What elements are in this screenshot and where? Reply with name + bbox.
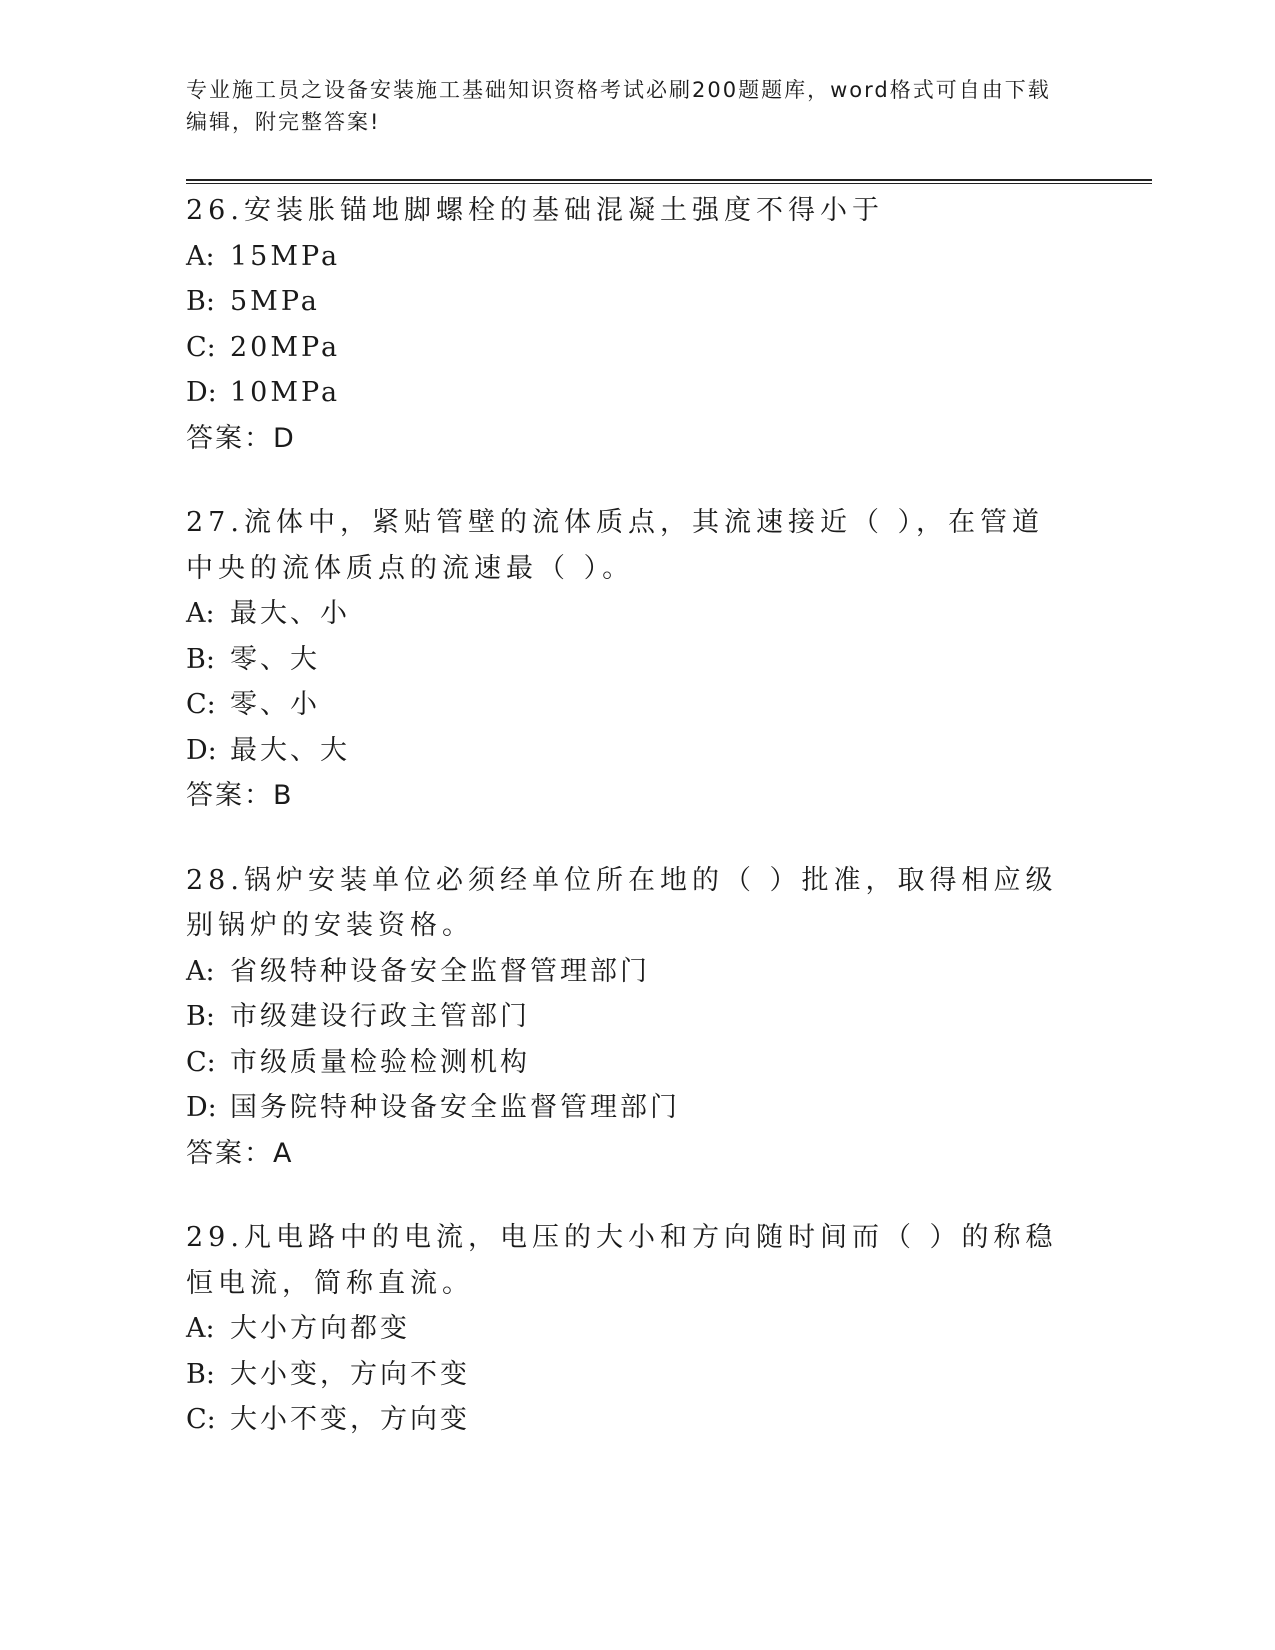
option-a	[186, 949, 1066, 995]
question-26	[186, 188, 1066, 461]
option-label: C:	[186, 331, 216, 363]
option-c	[186, 1040, 1066, 1086]
option-label: B:	[186, 286, 215, 317]
question-text: 27.流体中，紧贴管壁的流体质点，其流速接近（ ），在管道中央的流体质点的流速最（ ）。	[186, 507, 1045, 584]
option-d	[186, 728, 1066, 774]
option-label: A:	[186, 598, 215, 629]
question-text: 26.安装胀锚地脚螺栓的基础混凝土强度不得小于	[186, 195, 884, 226]
option-d	[186, 1085, 1066, 1131]
option-label: C:	[186, 1046, 216, 1078]
question-27	[186, 500, 1066, 819]
option-text: 最大、大	[230, 734, 350, 766]
option-text: 零、小	[230, 689, 320, 720]
question-text: 29.凡电路中的电流，电压的大小和方向随时间而（ ）的称稳恒电流，简称直流。	[186, 1222, 1058, 1299]
header-divider-thick	[186, 179, 1152, 181]
question-29	[186, 1215, 1066, 1443]
option-text: 国务院特种设备安全监督管理部门	[230, 1092, 680, 1123]
answer: 答案：B	[186, 780, 294, 811]
option-text: 大小不变，方向变	[230, 1404, 470, 1435]
question-28	[186, 858, 1066, 1177]
option-text: 市级质量检验检测机构	[230, 1046, 530, 1078]
option-label: D:	[186, 377, 217, 408]
option-text: 10MPa	[230, 377, 341, 408]
question-list	[186, 188, 1066, 1482]
option-text: 零、大	[230, 643, 320, 675]
option-text: 20MPa	[230, 331, 341, 363]
option-text: 市级建设行政主管部门	[230, 1001, 530, 1032]
option-b	[186, 994, 1066, 1040]
option-label: D:	[186, 734, 217, 766]
option-label: A:	[186, 240, 215, 272]
option-label: B:	[186, 643, 215, 675]
option-c	[186, 1397, 1066, 1443]
document-title: 专业施工员之设备安装施工基础知识资格考试必刷200题题库，word格式可自由下载编辑，附完整答案!	[186, 78, 1051, 134]
option-label: B:	[186, 1001, 215, 1032]
option-text: 最大、小	[230, 598, 350, 629]
option-d	[186, 370, 1066, 416]
option-c	[186, 325, 1066, 371]
option-label: A:	[186, 1313, 215, 1344]
option-label: A:	[186, 955, 215, 987]
option-label: C:	[186, 1404, 216, 1435]
answer: 答案：A	[186, 1137, 294, 1169]
option-a	[186, 591, 1066, 637]
option-text: 大小方向都变	[230, 1313, 410, 1344]
option-b	[186, 637, 1066, 683]
option-text: 5MPa	[230, 286, 320, 317]
option-label: D:	[186, 1092, 217, 1123]
option-text: 大小变，方向不变	[230, 1358, 470, 1390]
option-label: B:	[186, 1358, 215, 1390]
option-label: C:	[186, 689, 216, 720]
option-text: 15MPa	[230, 240, 341, 272]
question-text: 28.锅炉安装单位必须经单位所在地的（ ）批准，取得相应级别锅炉的安装资格。	[186, 864, 1058, 941]
option-text: 省级特种设备安全监督管理部门	[230, 955, 650, 987]
option-c	[186, 682, 1066, 728]
option-b	[186, 1352, 1066, 1398]
option-a	[186, 1306, 1066, 1352]
header-divider-thin	[186, 183, 1152, 184]
answer: 答案：D	[186, 422, 296, 454]
option-b	[186, 279, 1066, 325]
option-a	[186, 234, 1066, 280]
